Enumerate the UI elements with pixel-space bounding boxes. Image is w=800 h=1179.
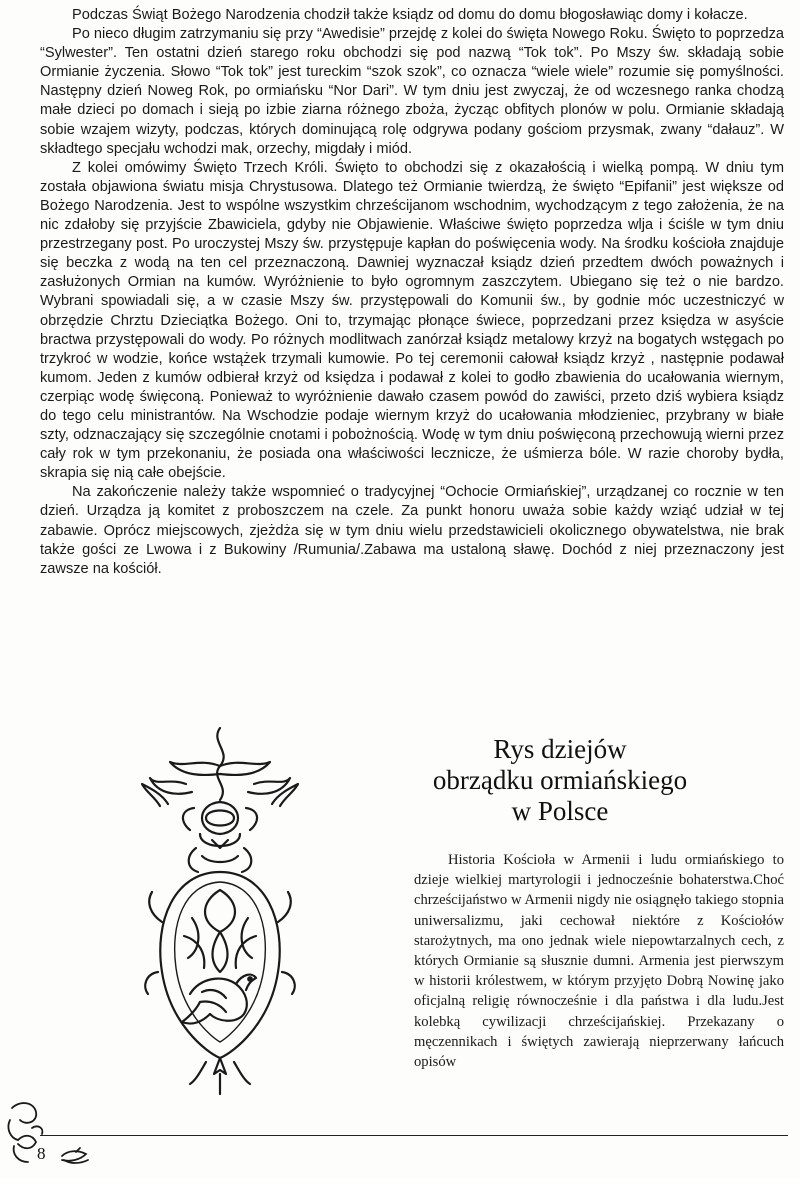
section-title-line: Rys dziejów bbox=[493, 734, 627, 764]
footer-flourish-icon bbox=[4, 1098, 94, 1168]
paragraph: Na zakończenie należy także wspomnieć o tradycyjnej “Ochocie Ormiańskiej”, urządzanej co rocznie w ten dzień. Urządza ją komitet z proboszczem na czele. Za punkt honoru uważa sobie każdy wziąć udział w tej zabawie. Oprócz miejscowych, zjeżdża się w tym dniu wielu przedstawicieli okolicznego obywatelstwa, nie brak także gości ze Lwowa i z Bukowiny /Rumunia/.Zabawa ma ustaloną sławę. Dochód z niej przeznaczony jest zawsze na kościół. bbox=[40, 484, 784, 577]
section-title-line: w Polsce bbox=[511, 796, 609, 826]
footer-divider bbox=[40, 1135, 788, 1136]
paragraph: Z kolei omówimy Święto Trzech Króli. Święto to obchodzi się z okazałością i wielką pompą. W dniu tym została objawiona światu misja Chrystusowa. Dlatego też Ormianie twierdzą, że święto “Epifanii” jest większe od Bożego Narodzenia. Jest to wspólne wszystkim chrześcijanom wschodnim, wychodzącym z tego założenia, że na nic zdałoby się przyjście Zbawiciela, gdyby nie Objawienie. Właściwe święto poprzedza wlja i ściśle w tym dniu przestrzegany post. Po uroczystej Mszy św. przystępuje kapłan do poświęcenia wody. Na środku kościoła znajduje się beczka z wodą na ten cel przeznaczoną. Dawniej wyznaczał ksiądz dzień przedtem dwóch poważnych i zasłużonych Ormian na kumów. Wyróżnienie to było ogromnym zaszczytem. Ubiegano się też o nie bardzo. Wybrani spowiadali się, a w czasie Mszy św. przystępowali do Komunii św., by godnie móc uczestniczyć w obrzędzie Chrztu Dzieciątka Bożego. Oni to, trzymając płonące świece, poprzedzani przez księdza w asyście bractwa przystępowali do wody. Po różnych modlitwach zanórzał ksiądz metalowy krzyż na bogatych wstęgach po trzykroć w wodzie, końce wstążek trzymali kumowie. Po tej ceremonii całował ksiądz krzyż , następnie podawał kumom. Jeden z kumów odbierał krzyż od księdza i podawał z kolei to godło zbawienia do ucałowania wiernym, czerpiąc wodę święconą. Ponieważ to wyróżnienie dawało czasem powód do zawiści, przeto dziś wybiera ksiądz do tego celu ministrantów. Na Wschodzie podaje wiernym krzyż do ucałowania młodzieniec, przybrany w białe szty, odznaczający się szczególnie cnotami i pobożnością. Wodę w tym dniu poświęconą przechowują wierni przez cały rok w tym przekonaniu, że posiada ona właściwości lecznicze, że uśmierza bóle. W razie choroby bydła, skrapia się nią całe obejście. bbox=[40, 159, 784, 482]
article-body bbox=[40, 6, 784, 579]
page-number: 8 bbox=[37, 1144, 46, 1163]
section-title bbox=[430, 734, 690, 827]
section-title-line: obrządku ormiańskiego bbox=[432, 765, 688, 795]
section-body bbox=[414, 850, 784, 1072]
paragraph: Historia Kościoła w Armenii i ludu ormiańskiego to dzieje wielkiej martyrologii i jednocześnie bohaterstwa.Choć chrześcijaństwo w Armenii nigdy nie osiągnęło takiego stopnia uniwersalizmu, jaki cechował niektóre z Kościołów starożytnych, ma ono jednak wiele niepowtarzalnych cech, z których Ormianie są słusznie dumni. Armenia jest pierwszym w historii królestwem, w którym przyjęto Dobrą Nowinę jako oficjalną religię równocześnie i dla państwa i dla ludu.Jest kolebką cywilizacji chrześcijańskiej. Przekazany o męczennikach i świętych zawierają nieprzerwany łańcuch opisów bbox=[414, 852, 784, 1071]
paragraph: Podczas Świąt Bożego Narodzenia chodził także ksiądz od domu do domu błogosławiąc domy i kołacze. bbox=[72, 7, 748, 23]
paragraph: Po nieco długim zatrzymaniu się przy “Awedisie” przejdę z kolei do święta Nowego Roku. Święto to poprzedza “Sylwester”. Ten ostatni dzień starego roku obchodzi się pod nazwą “Tok tok”. Po Mszy św. składają sobie Ormianie życzenia. Słowo “Tok tok” jest tureckim “szok szok”, co oznacza “wiele wiele” rozumie się pomyślności. Następny dzień Noweg Rok, po ormiańsku “Nor Dari”. W tym dniu jest zwyczaj, że od wczesnego ranka chodzą małe dzieci po domach i sieją po izbie ziarna różnego zboża, życząc obfitych plonów w polu. Ormianie składają sobie wzajem wizyty, podczas, których dominującą rolę odgrywa podany gościom przysmak, zwany “dałauz”. W składtego specjału wchodzi mak, orzechy, migdały i miód. bbox=[40, 26, 784, 157]
armenian-ornament-icon bbox=[140, 722, 300, 1102]
